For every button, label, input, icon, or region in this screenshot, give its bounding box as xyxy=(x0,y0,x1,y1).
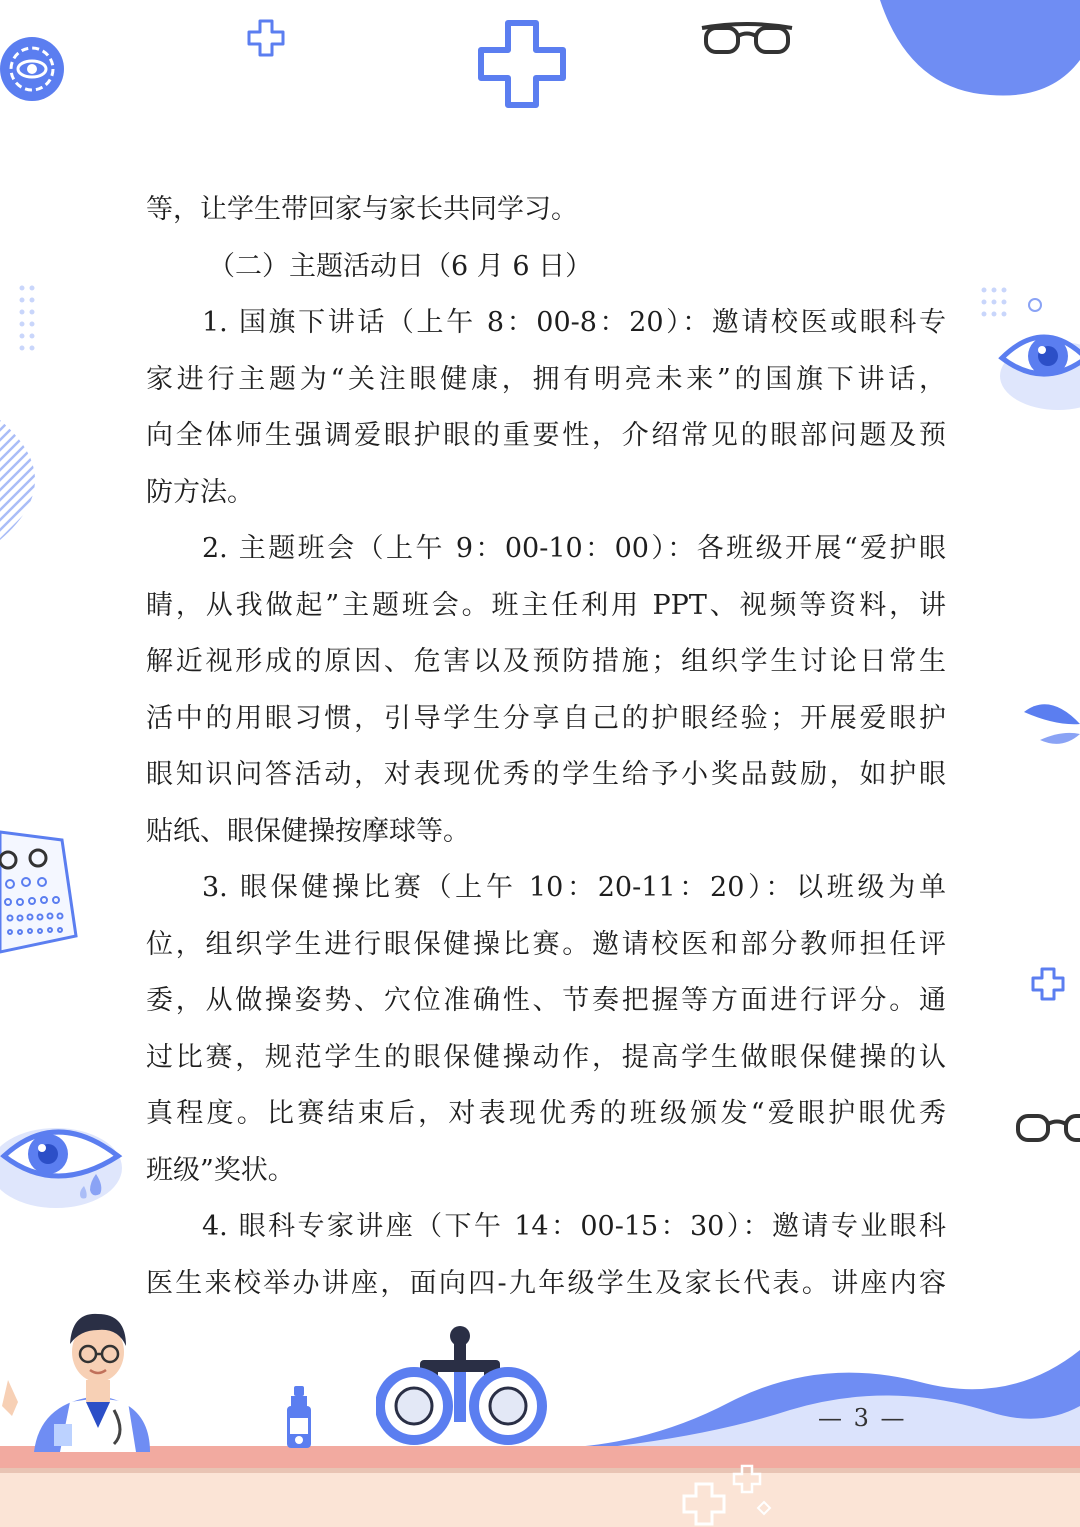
text-line: 3. 眼保健操比赛（上午 10：20-11：20）：以班级为单 xyxy=(202,872,946,903)
text-line: 过比赛，规范学生的眼保健操动作，提高学生做眼保健操的认 xyxy=(146,1041,946,1073)
glasses-right-icon xyxy=(1012,1110,1080,1146)
dots-left xyxy=(18,284,38,356)
section-heading: （二）主题活动日（6 月 6 日） xyxy=(208,250,593,282)
water-drop-icon xyxy=(1022,700,1080,752)
corner-blob-top-right xyxy=(880,0,1080,100)
text-line: 向全体师生强调爱眼护眼的重要性，介绍常见的眼部问题及预 xyxy=(146,420,946,451)
glasses-icon xyxy=(700,22,794,58)
text-line: 医生来校举办讲座，面向四-九年级学生及家长代表。讲座内容 xyxy=(146,1267,946,1299)
text-line: 家进行主题为“关注眼健康，拥有明亮未来”的国旗下讲话， xyxy=(146,363,946,395)
text-line: 防方法。 xyxy=(146,476,254,508)
text-line: 4. 眼科专家讲座（下午 14：00-15：30）：邀请专业眼科 xyxy=(202,1211,946,1242)
small-cross-right-icon xyxy=(1030,966,1066,1002)
text-line: 位，组织学生进行眼保健操比赛。邀请校医和部分教师担任评 xyxy=(146,928,946,960)
crying-eye-icon xyxy=(0,1112,130,1208)
text-line: 班级”奖状。 xyxy=(146,1154,295,1186)
doctor-figure xyxy=(0,1306,150,1452)
eye-drop-bottle-icon xyxy=(284,1384,314,1448)
text-line: 活中的用眼习惯，引导学生分享自己的护眼经验；开展爱眼护 xyxy=(146,702,946,734)
text-line: 解近视形成的原因、危害以及预防措施；组织学生讨论日常生 xyxy=(146,646,946,677)
text-line: 真程度。比赛结束后，对表现优秀的班级颁发“爱眼护眼优秀 xyxy=(146,1098,946,1129)
eye-icon-right xyxy=(996,310,1080,410)
text-line: 1. 国旗下讲话（上午 8：00-8：20）：邀请校医或眼科专 xyxy=(202,307,946,338)
phoropter-icon xyxy=(376,1322,548,1448)
eye-logo-icon xyxy=(0,36,66,102)
text-line: 睛，从我做起”主题班会。班主任利用 PPT、视频等资料，讲 xyxy=(146,589,946,621)
text-line: 眼知识问答活动，对表现优秀的学生给予小奖品鼓励，如护眼 xyxy=(146,759,946,790)
page-number: — 3 — xyxy=(818,1404,907,1432)
text-line: 贴纸、眼保健操按摩球等。 xyxy=(146,815,470,847)
stripes-left xyxy=(0,420,60,540)
text-line: 等，让学生带回家与家长共同学习。 xyxy=(146,194,578,225)
small-cross-icon xyxy=(246,18,286,58)
text-line: 委，从做操姿势、穴位准确性、节奏把握等方面进行评分。通 xyxy=(146,985,946,1016)
eye-chart-icon xyxy=(0,824,80,956)
text-line: 2. 主题班会（上午 9：00-10：00）：各班级开展“爱护眼 xyxy=(202,533,946,564)
desk-cross-icons xyxy=(676,1460,786,1526)
desk-surface xyxy=(0,1446,1080,1527)
document-body xyxy=(146,182,946,1312)
large-cross-icon xyxy=(476,18,568,110)
